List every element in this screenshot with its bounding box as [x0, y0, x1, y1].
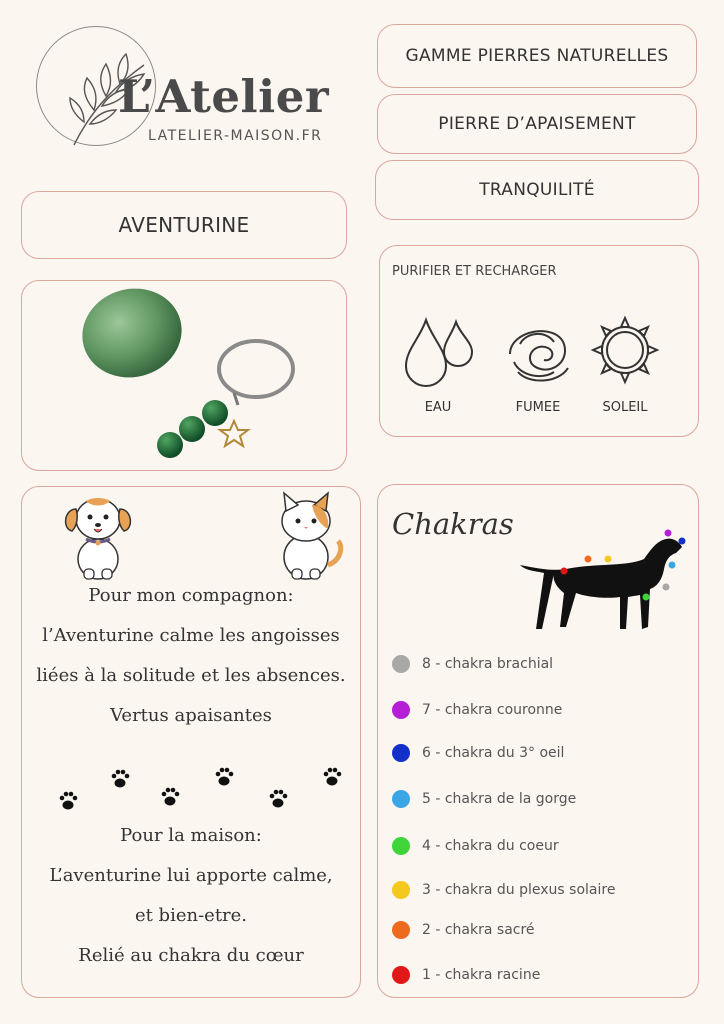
chakra-label: 4 - chakra du coeur [422, 838, 559, 854]
tranquility-label: TRANQUILITÉ [479, 180, 595, 200]
stone-photo-card [21, 280, 347, 471]
chakra-dot [392, 837, 410, 855]
cat-illustration [268, 485, 348, 583]
smoke-method [498, 314, 578, 415]
brand-logo [36, 26, 336, 156]
chakra-item-2 [392, 919, 535, 941]
companion-card [21, 486, 361, 998]
range-pill [377, 24, 697, 88]
chakras-card [377, 484, 699, 998]
sun-label: SOLEIL [602, 400, 648, 415]
paw-icon [324, 768, 342, 786]
chakra-label: 6 - chakra du 3° oeil [422, 745, 565, 761]
water-method [398, 314, 478, 415]
chakra-dot [392, 655, 410, 673]
chakra-label: 8 - chakra brachial [422, 656, 554, 672]
chakra-item-5 [392, 788, 576, 810]
companion-heading: Pour mon compagnon: [88, 585, 294, 606]
paw-icon [216, 768, 234, 786]
companion-line-2: liées à la solitude et les absences. [36, 665, 346, 686]
paw-prints-decoration [52, 763, 352, 823]
dog-silhouette-image [516, 529, 686, 639]
chakra-item-7 [392, 699, 562, 721]
smoke-label: FUMEE [515, 400, 561, 415]
chakra-dot [392, 790, 410, 808]
chakra-label: 5 - chakra de la gorge [422, 791, 577, 807]
tranquility-pill [375, 160, 699, 220]
chakra-dot [392, 701, 410, 719]
home-line-1: L’aventurine lui apporte calme, [49, 865, 333, 886]
home-heading: Pour la maison: [120, 825, 262, 846]
paw-icon [60, 792, 78, 810]
soothing-stone-pill [377, 94, 697, 154]
purification-card [379, 245, 699, 437]
companion-line-1: l’Aventurine calme les angoisses [42, 625, 340, 646]
logo-title: L’Atelier [118, 70, 330, 123]
sun-method [585, 314, 665, 415]
chakra-item-4 [392, 835, 559, 857]
smoke-icon [498, 314, 578, 390]
paw-icon [162, 788, 180, 806]
companion-line-3: Vertus apaisantes [110, 705, 272, 726]
chakra-label: 1 - chakra racine [422, 967, 541, 983]
paw-icon [270, 790, 288, 808]
chakra-label: 3 - chakra du plexus solaire [422, 882, 616, 898]
purification-title: PURIFIER ET RECHARGER [392, 264, 557, 279]
chakra-dot [392, 921, 410, 939]
chakra-dot [392, 966, 410, 984]
chakra-item-1 [392, 964, 540, 986]
soothing-stone-label: PIERRE D’APAISEMENT [438, 114, 636, 134]
stone-name-pill [21, 191, 347, 259]
stone-name-label: AVENTURINE [118, 213, 250, 237]
water-drops-icon [398, 314, 478, 390]
home-line-3: Relié au chakra du cœur [78, 945, 304, 966]
chakra-item-6 [392, 742, 564, 764]
home-line-2: et bien-etre. [134, 905, 248, 926]
dog-illustration [58, 485, 138, 583]
chakras-title: Chakras [392, 507, 514, 541]
aventurine-stone-image [22, 281, 348, 472]
sun-icon [585, 314, 665, 390]
chakra-label: 2 - chakra sacré [422, 922, 535, 938]
chakra-item-3 [392, 879, 615, 901]
chakra-dot [392, 744, 410, 762]
paw-icon [112, 770, 130, 788]
chakra-item-8 [392, 653, 553, 675]
water-label: EAU [424, 400, 452, 415]
chakra-dot [392, 881, 410, 899]
logo-url: LATELIER-MAISON.FR [148, 128, 323, 144]
range-label: GAMME PIERRES NATURELLES [405, 46, 669, 66]
chakra-label: 7 - chakra couronne [422, 702, 563, 718]
